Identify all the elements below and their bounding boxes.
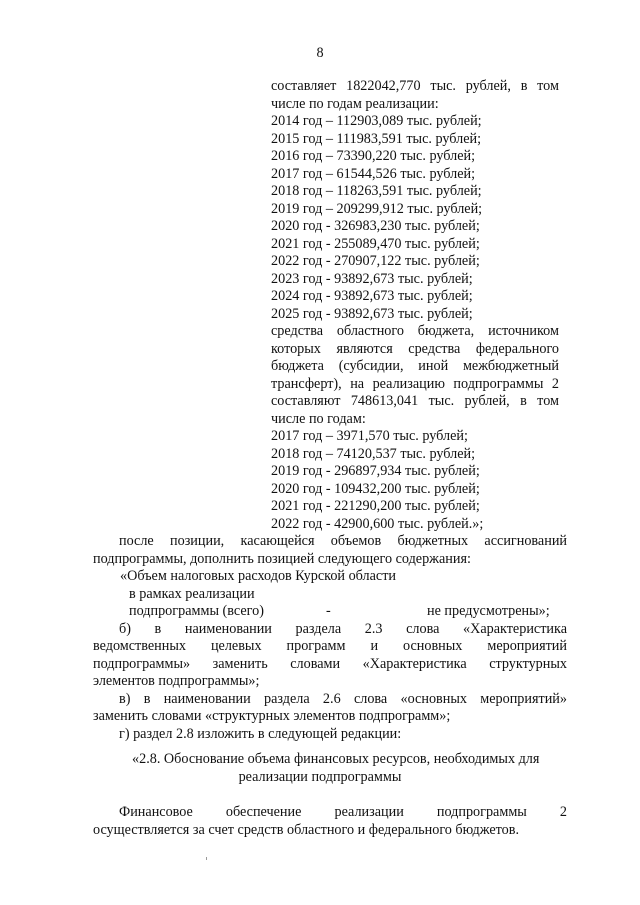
- tax-expense-dash: -: [326, 603, 331, 619]
- regional-funding-line: трансферт), на реализацию подпрограммы 2: [271, 376, 559, 392]
- regional-funding-line: бюджета (субсидии, иной межбюджетный: [271, 358, 559, 374]
- regional-funding-line: которых являются средства федерального: [271, 341, 559, 357]
- regional-funding-line: средства областного бюджета, источником: [271, 323, 559, 339]
- body-paragraph-line: подпрограммы, дополнить позицией следующего содержания:: [93, 551, 471, 567]
- year-total-line: 2023 год - 93892,673 тыс. рублей;: [271, 271, 473, 287]
- tax-expense-line: в рамках реализации: [129, 586, 255, 602]
- regional-funding-line: составляют 748613,041 тыс. рублей, в том: [271, 393, 559, 409]
- section-title: реализации подпрограммы: [238, 769, 402, 785]
- tax-expense-value: не предусмотрены»;: [427, 603, 550, 619]
- intro-line: составляет 1822042,770 тыс. рублей, в том: [271, 78, 559, 94]
- year-total-line: 2014 год – 112903,089 тыс. рублей;: [271, 113, 482, 129]
- tax-expense-line: подпрограммы (всего): [129, 603, 264, 619]
- year-regional-line: 2022 год - 42900,600 тыс. рублей.»;: [271, 516, 484, 532]
- year-total-line: 2017 год – 61544,526 тыс. рублей;: [271, 166, 476, 182]
- regional-funding-line: числе по годам:: [271, 411, 366, 427]
- body-paragraph-line: после позиции, касающейся объемов бюджетных ассигнований: [119, 533, 567, 549]
- body-paragraph-line: Финансовое обеспечение реализации подпрограммы 2: [119, 804, 567, 820]
- year-total-line: 2018 год – 118263,591 тыс. рублей;: [271, 183, 482, 199]
- year-total-line: 2021 год - 255089,470 тыс. рублей;: [271, 236, 480, 252]
- year-total-line: 2024 год - 93892,673 тыс. рублей;: [271, 288, 473, 304]
- year-total-line: 2015 год – 111983,591 тыс. рублей;: [271, 131, 482, 147]
- scan-speck: [206, 857, 207, 860]
- body-paragraph-line: ведомственных целевых программ и основных мероприятий: [93, 638, 567, 654]
- year-regional-line: 2019 год - 296897,934 тыс. рублей;: [271, 463, 480, 479]
- body-paragraph-line: в) в наименовании раздела 2.6 слова «основных мероприятий»: [119, 691, 567, 707]
- year-regional-line: 2020 год - 109432,200 тыс. рублей;: [271, 481, 480, 497]
- body-paragraph-line: осуществляется за счет средств областного и федерального бюджетов.: [93, 822, 520, 838]
- intro-line: числе по годам реализации:: [271, 96, 439, 112]
- year-regional-line: 2018 год – 74120,537 тыс. рублей;: [271, 446, 476, 462]
- year-total-line: 2020 год - 326983,230 тыс. рублей;: [271, 218, 480, 234]
- page-number: 8: [316, 45, 324, 61]
- body-paragraph-line: элементов подпрограммы»;: [93, 673, 260, 689]
- body-paragraph-line: б) в наименовании раздела 2.3 слова «Характеристика: [119, 621, 567, 637]
- year-regional-line: 2017 год – 3971,570 тыс. рублей;: [271, 428, 468, 444]
- year-total-line: 2025 год - 93892,673 тыс. рублей;: [271, 306, 473, 322]
- body-paragraph-line: заменить словами «структурных элементов подпрограмм»;: [93, 708, 451, 724]
- year-total-line: 2019 год – 209299,912 тыс. рублей;: [271, 201, 483, 217]
- section-title: «2.8. Обоснование объема финансовых ресурсов, необходимых для: [132, 751, 540, 767]
- year-total-line: 2022 год - 270907,122 тыс. рублей;: [271, 253, 480, 269]
- tax-expense-line: «Объем налоговых расходов Курской области: [120, 568, 396, 584]
- year-total-line: 2016 год – 73390,220 тыс. рублей;: [271, 148, 476, 164]
- body-paragraph-line: г) раздел 2.8 изложить в следующей редакции:: [119, 726, 402, 742]
- body-paragraph-line: подпрограммы» заменить словами «Характеристика структурных: [93, 656, 567, 672]
- year-regional-line: 2021 год - 221290,200 тыс. рублей;: [271, 498, 480, 514]
